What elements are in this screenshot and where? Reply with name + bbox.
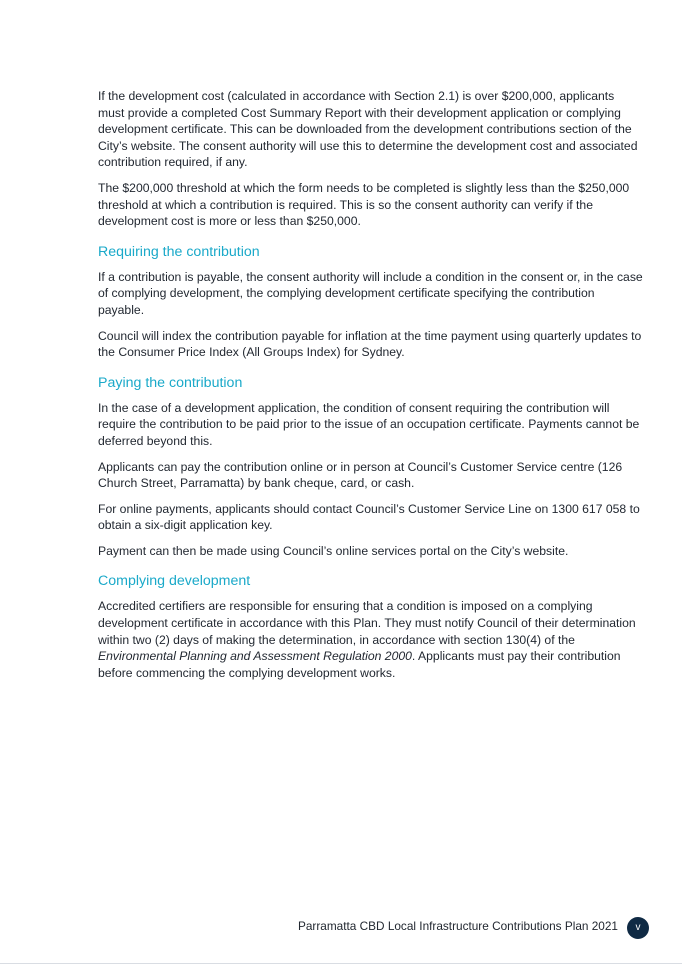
paragraph-indexation: Council will index the contribution payable for inflation at the time payment using quarterly updates to the Consumer Price Index (All Groups Index) for Sydney. xyxy=(98,328,642,360)
paragraph-cost-summary: If the development cost (calculated in accordance with Section 2.1) is over $200,000, applicants must provide a completed Cost Summary Report with their development application or complying development certificate. This can be downloaded from the development contributions section of the City’s website. The consent authority will use this to determine the development cost and associated contribution required, if any. xyxy=(98,89,638,170)
regulation-title: Environmental Planning and Assessment Regulation 2000 xyxy=(98,649,412,664)
paragraph-contribution-payable: If a contribution is payable, the consent authority will include a condition in the consent or, in the case of complying development, the complying development certificate specifying the contribution payable. xyxy=(98,269,643,317)
footer-document-title: Parramatta CBD Local Infrastructure Contributions Plan 2021 xyxy=(298,919,618,933)
bottom-divider xyxy=(0,963,682,964)
paragraph-payment-methods: Applicants can pay the contribution online or in person at Council’s Customer Service centre (126 Church Street, Parramatta) by bank cheque, card, or cash. xyxy=(98,459,623,491)
heading-paying-contribution: Paying the contribution xyxy=(98,374,243,391)
paragraph-threshold: The $200,000 threshold at which the form needs to be completed is slightly less than the $250,000 threshold at which a contribution is required. This is so the consent authority can verify if the development cost is more or less than $250,000. xyxy=(98,180,630,229)
paragraph-online-portal: Payment can then be made using Council’s online services portal on the City’s website. xyxy=(98,543,569,558)
paragraph-online-payments: For online payments, applicants should contact Council’s Customer Service Line on 1300 617 058 to obtain a six-digit application key. xyxy=(98,501,640,533)
heading-requiring-contribution: Requiring the contribution xyxy=(98,243,260,260)
page-footer xyxy=(0,916,682,942)
paragraph-condition-of-consent: In the case of a development application, the condition of consent requiring the contribution will require the contribution to be paid prior to the issue of an occupation certificate. Payments cannot be deferred beyond this. xyxy=(98,400,640,448)
page-number-badge: v xyxy=(627,917,649,939)
paragraph-accredited-certifiers xyxy=(98,598,644,681)
certifiers-text-start: Accredited certifiers are responsible for ensuring that a condition is imposed on a complying development certificate in accordance with this Plan. They must notify Council of their determination within two (2) days of making the determination, in accordance with section 130(4) of the xyxy=(98,599,636,647)
heading-complying-development: Complying development xyxy=(98,573,251,590)
body-content xyxy=(98,88,644,690)
certifiers-text-end: . Applicants must pay their contribution before commencing the complying development works. xyxy=(98,649,621,680)
